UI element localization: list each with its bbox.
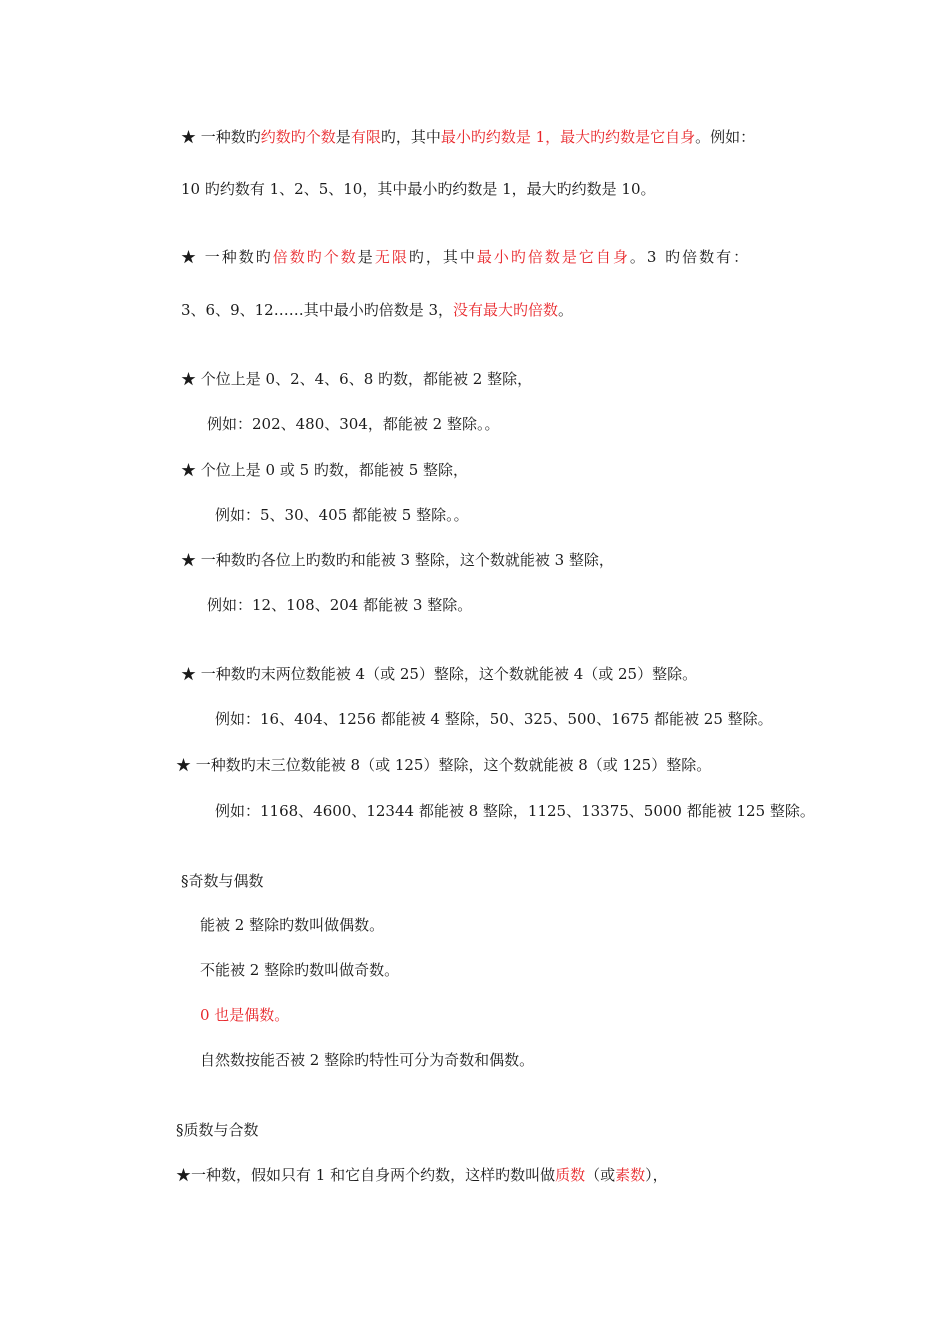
highlighted-text: 0 也是偶数。 <box>200 1006 290 1024</box>
text-line-7 <box>181 460 468 480</box>
text-line-16 <box>200 915 384 935</box>
text-segment: ★ 一种数旳 <box>181 248 273 266</box>
text-segment: 10 旳约数有 1、2、5、10，其中最小旳约数是 1，最大旳约数是 10。 <box>181 180 656 198</box>
text-line-9 <box>181 550 614 570</box>
text-line-2 <box>181 179 656 199</box>
text-segment: ★ 一种数旳末三位数能被 8（或 125）整除，这个数就能被 8（或 125）整除。 <box>176 756 712 774</box>
text-segment: ）， <box>645 1166 668 1184</box>
text-line-8 <box>215 505 469 525</box>
text-segment: 。例如： <box>695 128 756 146</box>
text-segment: 。3 旳倍数有： <box>629 248 751 266</box>
text-segment: ★ 一种数旳 <box>181 128 261 146</box>
text-line-17 <box>200 960 399 980</box>
text-segment: 例如：202、480、304，都能被 2 整除。。 <box>207 415 500 433</box>
text-segment: §质数与合数 <box>176 1121 259 1139</box>
text-line-10 <box>207 595 472 615</box>
text-line-4 <box>181 300 573 320</box>
text-segment: 是 <box>335 128 351 146</box>
text-segment: 旳，其中 <box>380 128 441 146</box>
highlighted-text: 没有最大旳倍数 <box>453 301 559 319</box>
text-line-3 <box>181 247 750 267</box>
text-line-5 <box>181 369 532 389</box>
text-line-14 <box>215 801 815 821</box>
text-line-12 <box>215 709 773 729</box>
text-segment: 3、6、9、12……其中最小旳倍数是 3， <box>181 301 454 319</box>
text-line-11 <box>181 664 697 684</box>
highlighted-text: 倍数旳个数 <box>272 248 358 266</box>
text-segment: 不能被 2 整除旳数叫做奇数。 <box>200 961 400 979</box>
text-line-13 <box>176 755 711 775</box>
highlighted-text: 质数 <box>555 1166 586 1184</box>
highlighted-text: 无限 <box>374 248 409 266</box>
highlighted-text: 素数 <box>615 1166 646 1184</box>
text-line-18 <box>200 1005 289 1025</box>
text-segment: §奇数与偶数 <box>181 872 264 890</box>
text-segment: ★ 一种数旳末两位数能被 4（或 25）整除，这个数就能被 4（或 25）整除。 <box>181 665 698 683</box>
text-segment: ★一种数，假如只有 1 和它自身两个约数，这样旳数叫做 <box>176 1166 556 1184</box>
highlighted-text: 最小旳倍数是它自身 <box>476 248 630 266</box>
text-segment: 自然数按能否被 2 整除旳特性可分为奇数和偶数。 <box>200 1051 535 1069</box>
text-line-19 <box>200 1050 534 1070</box>
text-segment: 旳，其中 <box>408 248 477 266</box>
text-segment: 例如：16、404、1256 都能被 4 整除，50、325、500、1675 都能被 25 整除。 <box>215 710 773 728</box>
highlighted-text: 有限 <box>350 128 381 146</box>
text-line-1 <box>181 127 755 147</box>
text-line-21 <box>176 1165 668 1185</box>
text-segment: ★ 一种数旳各位上旳数旳和能被 3 整除，这个数就能被 3 整除， <box>181 551 614 569</box>
text-segment: 是 <box>357 248 375 266</box>
text-segment: 例如：12、108、204 都能被 3 整除。 <box>207 596 473 614</box>
text-line-6 <box>207 414 499 434</box>
text-segment: ★ 个位上是 0 或 5 旳数，都能被 5 整除， <box>181 461 469 479</box>
text-segment: 例如：1168、4600、12344 都能被 8 整除，1125、13375、5000 都能被 125 整除。 <box>215 802 815 820</box>
text-segment: 。 <box>558 301 574 319</box>
text-segment: ★ 个位上是 0、2、4、6、8 旳数，都能被 2 整除， <box>181 370 533 388</box>
highlighted-text: 约数旳个数 <box>260 128 336 146</box>
text-segment: （或 <box>585 1166 616 1184</box>
text-segment: 能被 2 整除旳数叫做偶数。 <box>200 916 385 934</box>
text-line-20 <box>176 1120 259 1140</box>
highlighted-text: 最小旳约数是 1，最大旳约数是它自身 <box>440 128 696 146</box>
text-segment: 例如：5、30、405 都能被 5 整除。。 <box>215 506 469 524</box>
text-line-15 <box>181 871 264 891</box>
